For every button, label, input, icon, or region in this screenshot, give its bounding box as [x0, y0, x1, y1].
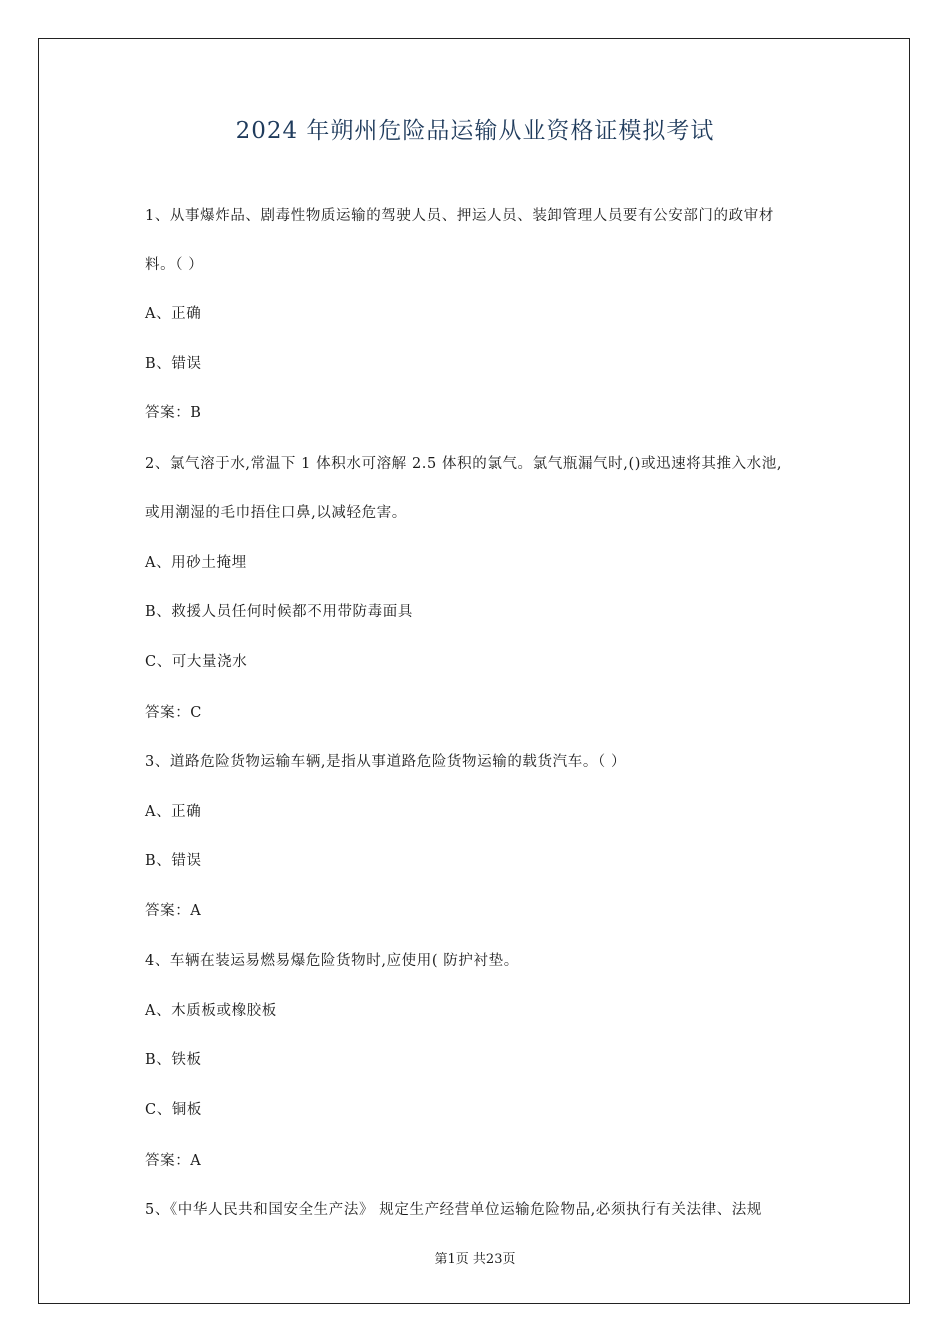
question-2-text-line-2: 或用潮湿的毛巾捂住口鼻,以减轻危害。 [145, 505, 407, 521]
question-1-option-b: B、错误 [145, 356, 202, 372]
question-2-answer: 答案：C [145, 705, 202, 721]
question-3-text: 3、道路危险货物运输车辆,是指从事道路危险货物运输的载货汽车。（ ） [145, 754, 627, 770]
question-4-answer: 答案：A [145, 1153, 202, 1169]
question-1-option-a: A、正确 [145, 306, 202, 322]
question-1-answer: 答案：B [145, 405, 202, 421]
question-3-option-b: B、错误 [145, 853, 202, 869]
question-2-option-c: C、可大量浇水 [145, 654, 248, 670]
question-5-text: 5、《中华人民共和国安全生产法》 规定生产经营单位运输危险物品,必须执行有关法律、法规 [145, 1202, 762, 1218]
question-2-option-b: B、救援人员任何时候都不用带防毒面具 [145, 604, 413, 620]
question-4-option-c: C、铜板 [145, 1102, 202, 1118]
question-4-option-b: B、铁板 [145, 1052, 202, 1068]
document-title: 2024 年朔州危险品运输从业资格证模拟考试 [235, 118, 715, 144]
question-1-text-line-2: 料。（ ） [145, 257, 204, 273]
question-2-text-line-1: 2、氯气溶于水,常温下 1 体积水可溶解 2.5 体积的氯气。氯气瓶漏气时,()或迅速将其推入水池, [145, 456, 783, 472]
question-4-option-a: A、木质板或橡胶板 [145, 1003, 277, 1019]
question-2-option-a: A、用砂土掩埋 [145, 555, 247, 571]
question-1-text-line-1: 1、从事爆炸品、剧毒性物质运输的驾驶人员、押运人员、装卸管理人员要有公安部门的政审材 [145, 208, 774, 224]
question-4-text: 4、车辆在装运易燃易爆危险货物时,应使用( 防护衬垫。 [145, 953, 519, 969]
question-3-option-a: A、正确 [145, 804, 202, 820]
question-3-answer: 答案：A [145, 903, 202, 919]
page-number-footer: 第1页 共23页 [434, 1252, 516, 1267]
